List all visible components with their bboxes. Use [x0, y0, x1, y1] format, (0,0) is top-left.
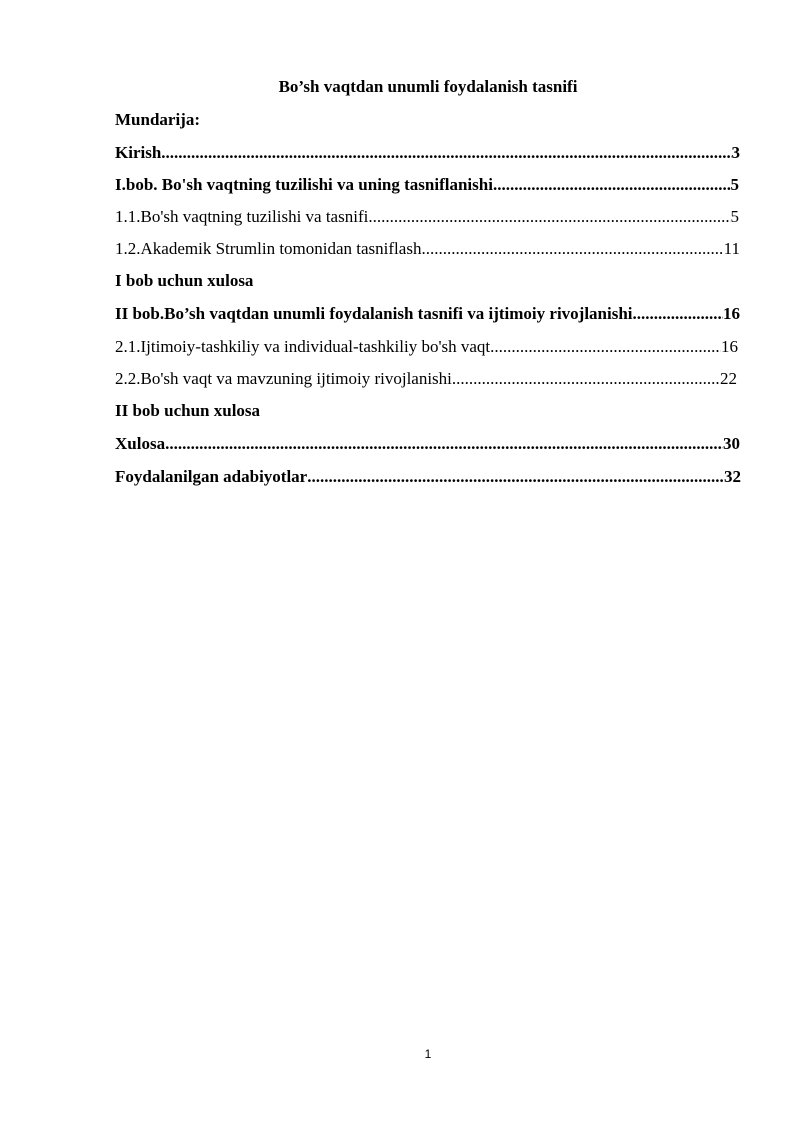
toc-entry-chapter-2[interactable] [115, 303, 740, 325]
toc-entry-chapter-2-conclusion[interactable] [115, 400, 740, 422]
toc-entry-page: 16 [721, 337, 738, 356]
toc-leader-dots [452, 368, 720, 390]
toc-entry-chapter-1[interactable] [115, 174, 739, 196]
toc-entry-section-2-1[interactable] [115, 336, 738, 358]
toc-entry-page: 22 [720, 369, 737, 388]
page-number: 1 [424, 1047, 432, 1061]
toc-entry-xulosa[interactable] [115, 433, 740, 455]
toc-entry-section-1-2[interactable] [115, 238, 740, 260]
toc-leader-dots [161, 142, 731, 164]
toc-leader-dots [421, 238, 723, 260]
toc-entry-page: 16 [723, 304, 740, 323]
toc-entry-page: 3 [731, 143, 740, 162]
toc-entry-kirish[interactable] [115, 142, 740, 164]
toc-entry-text: II bob.Bo’sh vaqtdan unumli foydalanish tasnifi va ijtimoiy rivojlanishi [115, 304, 633, 323]
toc-entry-page: 32 [724, 467, 741, 486]
toc-leader-dots [633, 303, 723, 325]
toc-entry-page: 30 [723, 434, 740, 453]
toc-leader-dots [165, 433, 723, 455]
toc-entry-page: 11 [723, 239, 740, 258]
toc-entry-references[interactable] [115, 466, 741, 488]
toc-entry-text: 1.2.Akademik Strumlin tomonidan tasniflash [115, 239, 422, 258]
toc-entry-text: 2.2.Bo'sh vaqt va mavzuning ijtimoiy rivojlanishi [115, 369, 452, 388]
toc-entry-section-1-1[interactable] [115, 206, 739, 228]
toc-entry-text: Xulosa [115, 434, 166, 453]
toc-leader-dots [490, 336, 721, 358]
toc-entry-text: Foydalanilgan adabiyotlar [115, 467, 308, 486]
toc-entry-chapter-1-conclusion[interactable] [115, 270, 740, 292]
toc-leader-dots [493, 174, 731, 196]
toc-entry-text: II bob uchun xulosa [115, 401, 261, 420]
toc-entry-text: I bob uchun xulosa [115, 271, 254, 290]
toc-entry-text: Kirish [115, 143, 162, 162]
toc-entry-text: I.bob. Bo'sh vaqtning tuzilishi va uning tasniflanishi [115, 175, 493, 194]
toc-entry-text: 2.1.Ijtimoiy-tashkiliy va individual-tashkiliy bo'sh vaqt [115, 337, 491, 356]
toc-entry-text: 1.1.Bo'sh vaqtning tuzilishi va tasnifi [115, 207, 369, 226]
toc-heading: Mundarija: [115, 110, 200, 129]
toc-entry-section-2-2[interactable] [115, 368, 737, 390]
toc-entry-page: 5 [730, 175, 739, 194]
document-title: Bo’sh vaqtdan unumli foydalanish tasnifi [278, 77, 578, 96]
toc-entry-page: 5 [730, 207, 739, 226]
toc-leader-dots [368, 206, 730, 228]
toc-leader-dots [307, 466, 724, 488]
